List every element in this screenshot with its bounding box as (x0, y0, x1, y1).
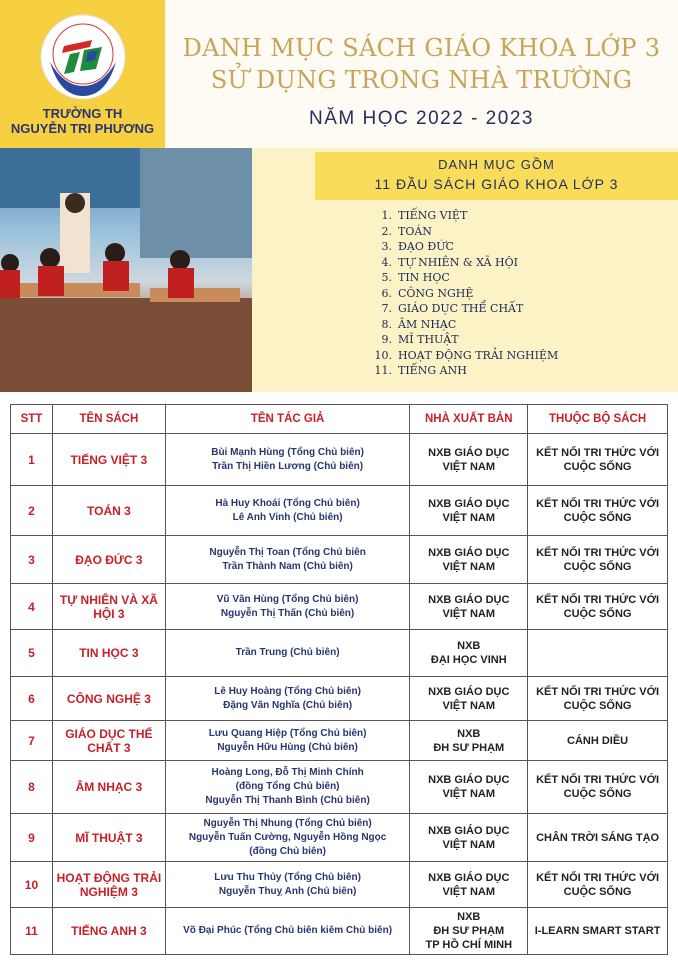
cell-publisher-line: NXB (457, 911, 481, 923)
cell-authors (165, 536, 410, 584)
subject-list (370, 208, 558, 379)
cell-publisher-line: NXB GIÁO DỤC (428, 685, 510, 698)
header-publisher: NHÀ XUẤT BẢN (410, 405, 528, 434)
cell-series (528, 434, 668, 486)
cell-publisher-line: NXB (457, 640, 481, 652)
cell-series (528, 862, 668, 908)
cell-book: TIẾNG VIỆT 3 (52, 434, 165, 486)
cell-stt: 1 (11, 434, 53, 486)
page-title-line1: DANH MỤC SÁCH GIÁO KHOA LỚP 3 (182, 34, 661, 62)
cell-publisher (410, 434, 528, 486)
cell-book: MĨ THUẬT 3 (52, 814, 165, 862)
cell-stt: 9 (11, 814, 53, 862)
subject-name: GIÁO DỤC THỂ CHẤT (398, 302, 524, 315)
cell-authors (165, 584, 410, 630)
subject-list-item (370, 332, 558, 348)
cell-authors-line: Hà Huy Khoái (Tổng Chủ biên) (215, 497, 360, 509)
cell-series-line: KẾT NỐI TRI THỨC VỚI (536, 497, 660, 510)
subject-number: 5. (381, 271, 392, 284)
cell-series-line: CUỘC SỐNG (563, 460, 632, 473)
cell-publisher-line: VIỆT NAM (442, 560, 496, 573)
cell-stt: 4 (11, 584, 53, 630)
cell-authors-line: Đặng Văn Nghĩa (Chủ biên) (223, 699, 353, 711)
cell-publisher-line: VIỆT NAM (442, 699, 496, 712)
subject-number: 4. (381, 255, 392, 269)
cell-series (528, 761, 668, 814)
subject-list-item (370, 208, 558, 224)
cell-series-line: KẾT NỐI TRI THỨC VỚI (536, 871, 660, 884)
table-row (11, 862, 668, 908)
cell-authors-line: Lưu Thu Thủy (Tổng Chủ biên) (214, 871, 361, 883)
cell-publisher (410, 862, 528, 908)
header-series: THUỘC BỘ SÁCH (528, 405, 668, 434)
cell-publisher-line: NXB GIÁO DỤC (428, 446, 510, 459)
cell-authors-line: Trần Thành Nam (Chủ biên) (222, 560, 353, 572)
header-authors: TÊN TÁC GIẢ (165, 405, 410, 434)
cell-authors-line: Nguyễn Thị Nhung (Tổng Chủ biên) (203, 817, 372, 829)
cell-authors (165, 486, 410, 536)
summary-heading: DANH MỤC GỒM (438, 157, 555, 172)
cell-series (528, 814, 668, 862)
cell-stt: 11 (11, 908, 53, 955)
subject-number: 8. (381, 317, 392, 331)
subject-list-item (370, 348, 558, 364)
cell-publisher-line: VIỆT NAM (442, 511, 496, 524)
cell-publisher (410, 536, 528, 584)
cell-book: HOẠT ĐỘNG TRẢI NGHIỆM 3 (52, 862, 165, 908)
cell-series-line: CHÂN TRỜI SÁNG TẠO (536, 831, 660, 844)
subject-name: TIẾNG VIỆT (398, 209, 468, 222)
cell-stt: 5 (11, 630, 53, 677)
school-logo-icon (40, 14, 126, 100)
subject-number: 1. (381, 209, 392, 222)
subject-name: TỰ NHIÊN & XÃ HỘI (398, 255, 518, 269)
table-row (11, 814, 668, 862)
cell-stt: 2 (11, 486, 53, 536)
table-row (11, 536, 668, 584)
cell-series (528, 486, 668, 536)
page-title-line2: SỬ DỤNG TRONG NHÀ TRƯỜNG (210, 66, 633, 94)
table-row (11, 761, 668, 814)
subject-list-item (370, 301, 558, 317)
cell-series-line: KẾT NỐI TRI THỨC VỚI (536, 593, 660, 606)
cell-series-line: CÁNH DIỀU (567, 734, 629, 747)
cell-series-line: CUỘC SỐNG (563, 885, 632, 898)
cell-series-line: CUỘC SỐNG (563, 607, 632, 620)
cell-authors (165, 862, 410, 908)
cell-series (528, 536, 668, 584)
cell-series (528, 721, 668, 761)
subject-name: ĐẠO ĐỨC (398, 240, 454, 253)
cell-authors (165, 908, 410, 955)
cell-series-line: KẾT NỐI TRI THỨC VỚI (536, 446, 660, 459)
subject-list-item (370, 363, 558, 379)
classroom-photo (0, 148, 252, 392)
cell-book: CÔNG NGHỆ 3 (52, 677, 165, 721)
cell-series-line: CUỘC SỐNG (563, 699, 632, 712)
subject-name: HOẠT ĐỘNG TRẢI NGHIỆM (398, 348, 559, 362)
cell-authors-line: Lưu Quang Hiệp (Tổng Chủ biên) (208, 727, 367, 739)
subject-name: ÂM NHẠC (398, 317, 457, 331)
cell-stt: 6 (11, 677, 53, 721)
cell-authors-line: Nguyễn Tuấn Cường, Nguyễn Hồng Ngọc (188, 831, 387, 843)
cell-authors (165, 721, 410, 761)
cell-authors-line: Bùi Mạnh Hùng (Tổng Chủ biên) (211, 446, 364, 458)
cell-publisher-line: NXB GIÁO DỤC (428, 824, 510, 837)
table-row (11, 630, 668, 677)
table-row (11, 677, 668, 721)
cell-publisher (410, 814, 528, 862)
cell-publisher (410, 677, 528, 721)
cell-publisher (410, 721, 528, 761)
subject-number: 7. (381, 302, 392, 315)
cell-publisher (410, 761, 528, 814)
cell-publisher-line: NXB (457, 727, 481, 740)
cell-authors (165, 630, 410, 677)
cell-publisher-line: NXB GIÁO DỤC (428, 546, 510, 559)
cell-stt: 3 (11, 536, 53, 584)
cell-authors-line: Trần Trung (Chủ biên) (235, 647, 340, 658)
cell-publisher-line: NXB GIÁO DỤC (428, 593, 510, 606)
subject-number: 9. (381, 333, 392, 346)
cell-publisher (410, 630, 528, 677)
subject-number: 2. (381, 224, 392, 238)
cell-stt: 7 (11, 721, 53, 761)
cell-authors (165, 434, 410, 486)
cell-series-line: CUỘC SỐNG (563, 560, 632, 573)
cell-publisher-line: VIỆT NAM (442, 788, 496, 800)
cell-authors-line: Nguyễn Thị Thấn (Chủ biên) (220, 607, 355, 619)
cell-series-line: CUỘC SỐNG (563, 788, 632, 800)
table-header-row (11, 405, 668, 434)
subject-number: 10. (374, 348, 392, 362)
subject-list-item (370, 224, 558, 240)
subject-number: 6. (381, 286, 392, 300)
cell-publisher-line: VIỆT NAM (442, 460, 496, 473)
school-name (0, 106, 165, 136)
cell-authors-line: Lê Huy Hoàng (Tổng Chủ biên) (214, 685, 361, 697)
cell-book: TIẾNG ANH 3 (52, 908, 165, 955)
cell-series-line: KẾT NỐI TRI THỨC VỚI (536, 774, 660, 786)
cell-publisher-line: VIỆT NAM (442, 838, 496, 851)
subject-list-item (370, 270, 558, 286)
table-row (11, 584, 668, 630)
textbook-table (10, 404, 668, 955)
cell-publisher-line: ĐẠI HỌC VINH (430, 654, 507, 666)
subject-number: 3. (381, 240, 392, 253)
table-row (11, 908, 668, 955)
cell-book: TOÁN 3 (52, 486, 165, 536)
cell-series (528, 677, 668, 721)
cell-publisher-line: ĐH SƯ PHẠM (433, 925, 505, 937)
cell-authors (165, 677, 410, 721)
cell-publisher-line: NXB GIÁO DỤC (428, 871, 510, 884)
cell-book: TỰ NHIÊN VÀ XÃ HỘI 3 (52, 584, 165, 630)
table-row (11, 721, 668, 761)
cell-authors-line: Nguyễn Hữu Hùng (Chủ biên) (217, 741, 358, 753)
cell-series-line: KẾT NỐI TRI THỨC VỚI (536, 546, 660, 559)
cell-series (528, 908, 668, 955)
cell-authors-line: Nguyễn Thị Toan (Tổng Chủ biên (209, 546, 366, 558)
cell-series (528, 630, 668, 677)
subject-list-item (370, 255, 558, 271)
summary-subheading: 11 ĐẦU SÁCH GIÁO KHOA LỚP 3 (374, 176, 619, 192)
cell-book: GIÁO DỤC THỂ CHẤT 3 (52, 721, 165, 761)
cell-authors-line: Vũ Văn Hùng (Tổng Chủ biên) (216, 593, 359, 605)
header-book: TÊN SÁCH (52, 405, 165, 434)
header-stt: STT (11, 405, 53, 434)
cell-publisher-line: VIỆT NAM (442, 607, 496, 620)
cell-publisher-line: ĐH SƯ PHẠM (433, 741, 505, 754)
cell-series-line: CUỘC SỐNG (563, 511, 632, 524)
cell-publisher-line: TP HỒ CHÍ MINH (425, 939, 513, 951)
cell-publisher (410, 486, 528, 536)
cell-authors-line: Nguyễn Thuỵ Anh (Chủ biên) (218, 885, 357, 897)
table-row (11, 434, 668, 486)
subject-list-item (370, 286, 558, 302)
cell-series-line: KẾT NỐI TRI THỨC VỚI (536, 685, 660, 698)
cell-book: TIN HỌC 3 (52, 630, 165, 677)
cell-book: ĐẠO ĐỨC 3 (52, 536, 165, 584)
cell-authors-line: Lê Anh Vinh (Chủ biên) (232, 511, 343, 523)
subject-name: TIẾNG ANH (398, 364, 467, 377)
cell-publisher-line: NXB GIÁO DỤC (428, 497, 510, 510)
cell-authors (165, 761, 410, 814)
subject-name: CÔNG NGHỆ (398, 286, 474, 300)
cell-authors-line: Võ Đại Phúc (Tổng Chủ biên kiêm Chủ biên) (183, 925, 393, 936)
cell-authors-line: Hoàng Long, Đỗ Thị Minh Chính (211, 767, 364, 778)
cell-authors (165, 814, 410, 862)
cell-stt: 8 (11, 761, 53, 814)
subject-name: TIN HỌC (398, 271, 450, 284)
cell-authors-line: (đồng Chủ biên) (249, 845, 326, 857)
cell-authors-line: (đồng Tổng Chủ biên) (235, 781, 340, 792)
subject-name: MĨ THUẬT (398, 333, 459, 346)
subject-list-item (370, 317, 558, 333)
cell-authors-line: Trần Thị Hiền Lương (Chủ biên) (212, 460, 364, 472)
cell-publisher-line: VIỆT NAM (442, 885, 496, 898)
cell-publisher-line: NXB GIÁO DỤC (428, 774, 510, 786)
cell-book: ÂM NHẠC 3 (52, 761, 165, 814)
school-year: NĂM HỌC 2022 - 2023 (309, 108, 534, 129)
cell-stt: 10 (11, 862, 53, 908)
cell-publisher (410, 908, 528, 955)
cell-series-line: I-LEARN SMART START (534, 925, 661, 937)
cell-publisher (410, 584, 528, 630)
table-row (11, 486, 668, 536)
subject-name: TOÁN (398, 224, 432, 238)
subject-number: 11. (374, 364, 392, 377)
cell-authors-line: Nguyễn Thị Thanh Bình (Chủ biên) (205, 795, 370, 806)
subject-list-item (370, 239, 558, 255)
cell-series (528, 584, 668, 630)
school-name-line1: TRƯỜNG TH (42, 106, 123, 121)
school-name-line2: NGUYỄN TRI PHƯƠNG (10, 121, 155, 136)
